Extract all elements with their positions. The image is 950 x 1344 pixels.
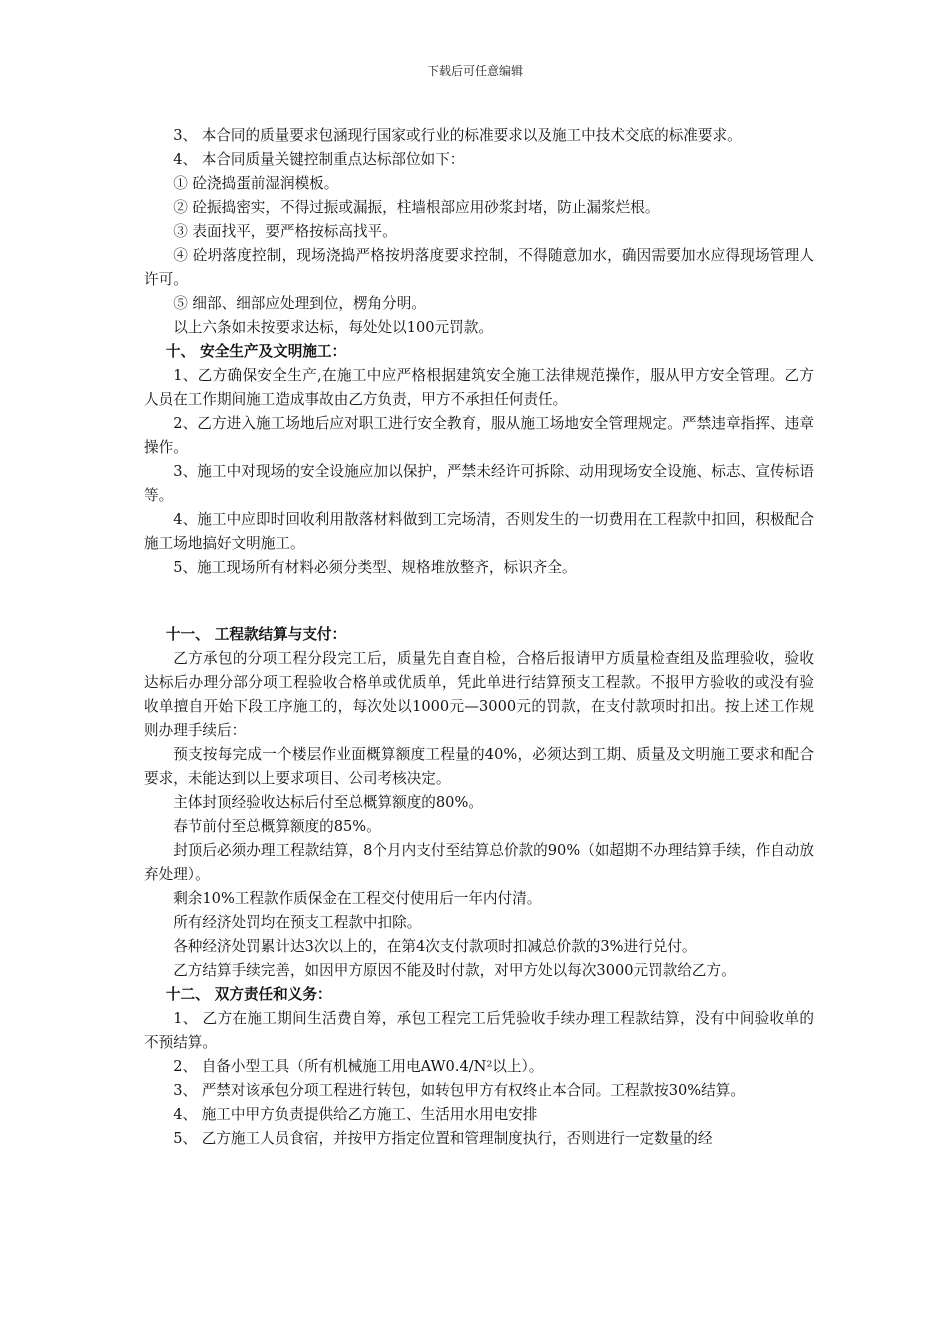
paragraph: 5、施工现场所有材料必须分类型、规格堆放整齐，标识齐全。 — [173, 559, 577, 576]
paragraph: 以上六条如未按要求达标，每处处以100元罚款。 — [173, 319, 493, 336]
paragraph: 预支按每完成一个楼层作业面概算额度工程量的40%，必须达到工期、质量及文明施工要求和配合要求，未能达到以上要求项目、公司考核决定。 — [144, 746, 814, 788]
paragraph: 所有经济处罚均在预支工程款中扣除。 — [173, 914, 422, 932]
paragraph: 1、乙方确保安全生产,在施工中应严格根据建筑安全施工法律规范操作，服从甲方安全管理。乙方人员在工作期间施工造成事故由乙方负责，甲方不承担任何责任。 — [144, 367, 814, 408]
paragraph: ④ 砼坍落度控制，现场浇捣严格按坍落度要求控制，不得随意加水，确因需要加水应得现场管理人许可。 — [144, 247, 814, 288]
paragraph: 乙方结算手续完善，如因甲方原因不能及时付款，对甲方处以每次3000元罚款给乙方。 — [173, 962, 736, 980]
paragraph: 各种经济处罚累计达3次以上的，在第4次支付款项时扣减总价款的3%进行兑付。 — [173, 938, 697, 956]
paragraph: ⑤ 细部、细部应处理到位，楞角分明。 — [173, 295, 426, 312]
paragraph: 4、 施工中甲方负责提供给乙方施工、生活用水用电安排 — [173, 1106, 538, 1124]
paragraph: ① 砼浇捣蛋前湿润模板。 — [173, 175, 339, 192]
paragraph: 主体封顶经验收达标后付至总概算额度的80%。 — [173, 794, 483, 812]
paragraph: 封顶后必须办理工程款结算，8个月内支付至结算总价款的90%（如超期不办理结算手续，作自动放弃处理）。 — [144, 842, 814, 884]
paragraph: 5、 乙方施工人员食宿，并按甲方指定位置和管理制度执行，否则进行一定数量的经 — [173, 1130, 713, 1148]
paragraph: 乙方承包的分项工程分段完工后，质量先自查自检，合格后报请甲方质量检查组及监理验收，验收达标后办理分部分项工程验收合格单或优质单，凭此单进行结算预支工程款。不报甲方验收的或没有验收单擅自开始下段工序施工的，每次处以1000元—3000元的罚款，在支付款项时扣出。按上述工作规则办理手续后： — [144, 650, 814, 740]
paragraph: 1、 乙方在施工期间生活费自筹，承包工程完工后凭验收手续办理工程款结算，没有中间验收单的不预结算。 — [144, 1010, 814, 1052]
paragraph: 4、 本合同质量关键控制重点达标部位如下： — [173, 151, 465, 168]
paragraph: ② 砼振捣密实，不得过振或漏振，柱墙根部应用砂浆封堵，防止漏浆烂根。 — [173, 199, 660, 216]
paragraph: 2、 自备小型工具（所有机械施工用电AW0.4/N²以上）。 — [173, 1058, 544, 1076]
section-heading: 十一、 工程款结算与支付： — [165, 626, 347, 644]
paragraph: 春节前付至总概算额度的85%。 — [173, 818, 381, 836]
paragraph: ③ 表面找平，要严格按标高找平。 — [173, 223, 397, 240]
paragraph: 4、施工中应即时回收利用散落材料做到工完场清，否则发生的一切费用在工程款中扣回，积极配合施工场地搞好文明施工。 — [144, 511, 814, 552]
document-body — [144, 124, 814, 1151]
page-header: 下载后可任意编辑 — [426, 64, 523, 78]
paragraph: 剩余10%工程款作质保金在工程交付使用后一年内付清。 — [173, 890, 542, 908]
section-heading: 十二、 双方责任和义务： — [165, 986, 332, 1004]
paragraph-gap — [144, 595, 814, 609]
section-heading: 十、 安全生产及文明施工： — [165, 343, 347, 360]
paragraph: 2、乙方进入施工场地后应对职工进行安全教育，服从施工场地安全管理规定。严禁违章指挥、违章操作。 — [144, 415, 814, 456]
paragraph: 3、 本合同的质量要求包涵现行国家或行业的标准要求以及施工中技术交底的标准要求。 — [173, 127, 742, 144]
paragraph: 3、施工中对现场的安全设施应加以保护，严禁未经许可拆除、动用现场安全设施、标志、宣传标语等。 — [144, 463, 814, 504]
paragraph: 3、 严禁对该承包分项工程进行转包，如转包甲方有权终止本合同。工程款按30%结算。 — [173, 1082, 745, 1100]
